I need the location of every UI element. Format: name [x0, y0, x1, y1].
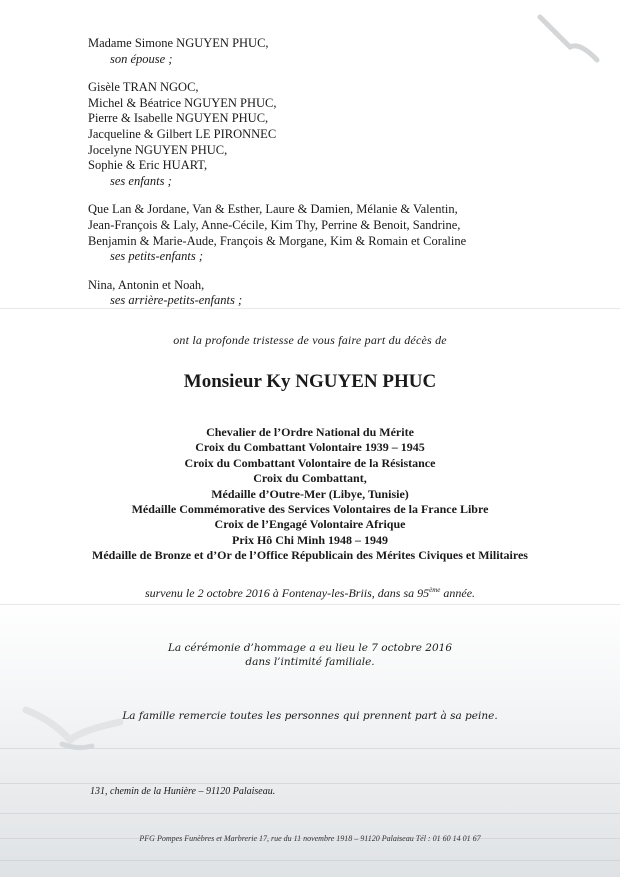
thanks-note: La famille remercie toutes les personnes qui prennent part à sa peine.: [122, 710, 498, 722]
family-member-line: Madame Simone NGUYEN PHUC,: [88, 36, 269, 50]
death-notice-end: année.: [440, 586, 476, 600]
family-member-line: Jean-François & Laly, Anne-Cécile, Kim Thy, Perrine & Benoit, Sandrine,: [88, 217, 461, 232]
family-member-line: Benjamin & Marie-Aude, François & Morgane, Kim & Romain et Coraline: [88, 233, 467, 248]
honor-item: Médaille Commémorative des Services Volontaires de la France Libre: [131, 502, 489, 517]
death-notice: [0, 586, 620, 601]
family-member-line: Gisèle TRAN NGOC,: [88, 80, 199, 95]
family-group-children: [88, 80, 608, 189]
family-address: 131, chemin de la Hunière – 91120 Palaiseau.: [90, 786, 276, 797]
family-member-line: Pierre & Isabelle NGUYEN PHUC,: [88, 111, 269, 126]
family-group-grandchildren: [88, 202, 608, 264]
family-role: ses arrière-petits-enfants ;: [110, 293, 243, 308]
family-group-spouse: [88, 36, 608, 67]
family-member-line: Sophie & Eric HUART,: [88, 158, 208, 173]
family-member-line: Jacqueline & Gilbert LE PIRONNEC: [88, 126, 277, 141]
honor-item: Médaille d’Outre-Mer (Libye, Tunisie): [211, 486, 409, 501]
death-notice-text: survenu le 2 octobre 2016 à Fontenay-les-Briis, dans sa 95: [144, 586, 430, 600]
family-member-line: Jocelyne NGUYEN PHUC,: [88, 142, 228, 157]
funeral-home-footer: PFG Pompes Funèbres et Marbrerie 17, rue du 11 novembre 1918 – 91120 Palaiseau Tél : 01 60 14 01 67: [139, 834, 481, 843]
announcement-intro: ont la profonde tristesse de vous faire part du décès de: [173, 333, 447, 347]
ceremony-line: dans l’intimité familiale.: [245, 656, 375, 668]
deceased-name: Monsieur Ky NGUYEN PHUC: [183, 371, 437, 392]
ceremony-notice: [0, 641, 620, 669]
ceremony-line: La cérémonie d’hommage a eu lieu le 7 octobre 2016: [167, 642, 453, 654]
family-role: ses enfants ;: [110, 173, 172, 188]
family-member-line: Michel & Béatrice NGUYEN PHUC,: [88, 95, 277, 110]
honors-list: [0, 425, 620, 564]
honor-item: Croix du Combattant Volontaire de la Résistance: [184, 455, 436, 470]
fold-line-bottom: [0, 604, 620, 605]
honor-item: Médaille de Bronze et d’Or de l’Office Républicain des Mérites Civiques et Militaires: [92, 548, 528, 563]
family-role: son épouse ;: [110, 51, 173, 66]
family-member-line: Nina, Antonin et Noah,: [88, 277, 205, 292]
family-member-line: Que Lan & Jordane, Van & Esther, Laure & Damien, Mélanie & Valentin,: [88, 202, 458, 217]
honor-item: Croix du Combattant Volontaire 1939 – 1945: [195, 440, 425, 455]
honor-item: Prix Hô Chi Minh 1948 – 1949: [231, 532, 388, 547]
honor-item: Croix du Combattant,: [253, 471, 367, 486]
family-list: [88, 36, 608, 322]
family-role: ses petits-enfants ;: [110, 249, 204, 264]
honor-item: Chevalier de l’Ordre National du Mérite: [206, 425, 414, 439]
family-group-great-grandchildren: [88, 278, 608, 309]
honor-item: Croix de l’Engagé Volontaire Afrique: [214, 517, 406, 532]
death-notice-ordinal: ème: [429, 586, 441, 594]
